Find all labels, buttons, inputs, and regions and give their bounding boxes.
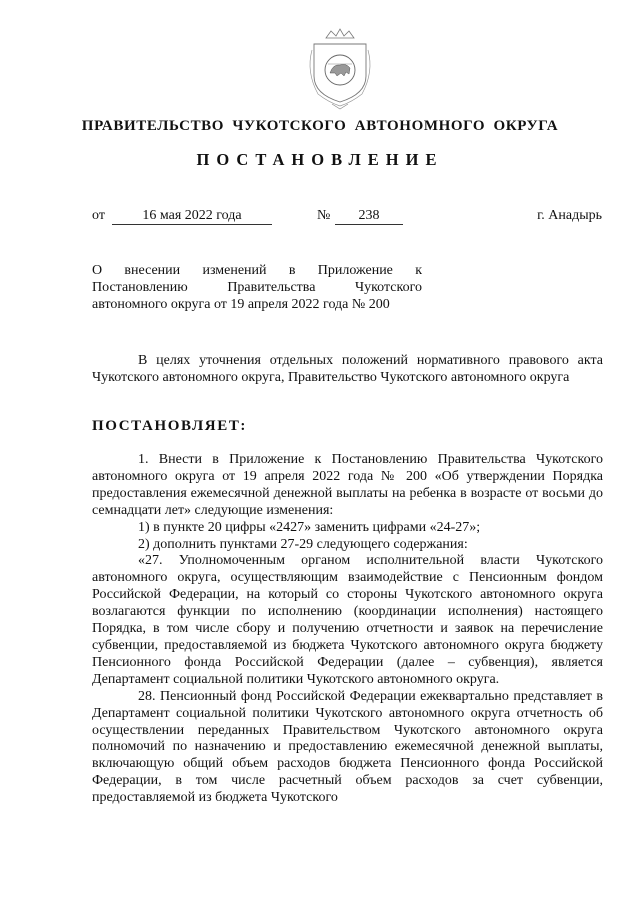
document-type-title: ПОСТАНОВЛЕНИЕ (196, 150, 444, 169)
preamble: В целях уточнения отдельных положений нормативного правового акта Чукотского автономного округа, Правительство Чукотского автономного округа (92, 353, 603, 385)
city: г. Анадырь (537, 208, 602, 223)
paragraph: 1) в пункте 20 цифры «2427» заменить цифрами «24-27»; (138, 519, 481, 535)
coat-of-arms-emblem (300, 28, 380, 110)
paragraph: 28. Пенсионный фонд Российской Федерации ежеквартально представляет в Департамент социальной политики Чукотского автономного округа отчетность об осуществлении переданных Правительством Чукотского автономного округа полномочий по назначению и предоставлению ежемесячной денежной выплаты, включающую общий объем расходов бюджета Пенсионного фонда Российской Федерации, в том числе расчетный объем расходов за счет субвенции, предоставляемой из бюджета Чукотского (92, 688, 603, 806)
document-body (92, 452, 603, 807)
number-label: № (317, 208, 331, 223)
paragraph: «27. Уполномоченным органом исполнительной власти Чукотского автономного округа, осуществляющим взаимодействие с Пенсионным фондом Российской Федерации, на который со стороны Чукотского автономного округа возлагаются функции по исполнению (координации исполнения) настоящего Порядка, в том числе сбору и получению отчетности и заявок на перечисление субвенции, предоставляемой из бюджета Чукотского автономного округа бюджету Пенсионного фонда Российской Федерации (далее – субвенция), является Департамент социальной политики Чукотского автономного округа. (92, 553, 603, 687)
document-subject: О внесении изменений в Приложение к Постановлению Правительства Чукотского автономного округа от 19 апреля 2022 года № 200 (92, 263, 422, 312)
paragraph: 2) дополнить пунктами 27-29 следующего содержания: (138, 536, 468, 552)
date-prefix: от (92, 208, 105, 223)
resolves-heading: ПОСТАНОВЛЯЕТ: (92, 418, 248, 434)
document-date: 16 мая 2022 года (112, 208, 272, 225)
date-number-line (92, 208, 602, 228)
paragraph: 1. Внести в Приложение к Постановлению Правительства Чукотского автономного округа от 19 апреля 2022 года № 200 «Об утверждении Порядка предоставления ежемесячной денежной выплаты на ребенка в возрасте от восьми до семнадцати лет» следующие изменения: (92, 452, 603, 518)
document-number: 238 (335, 208, 403, 225)
government-name: ПРАВИТЕЛЬСТВО ЧУКОТСКОГО АВТОНОМНОГО ОКРУГА (81, 118, 559, 134)
